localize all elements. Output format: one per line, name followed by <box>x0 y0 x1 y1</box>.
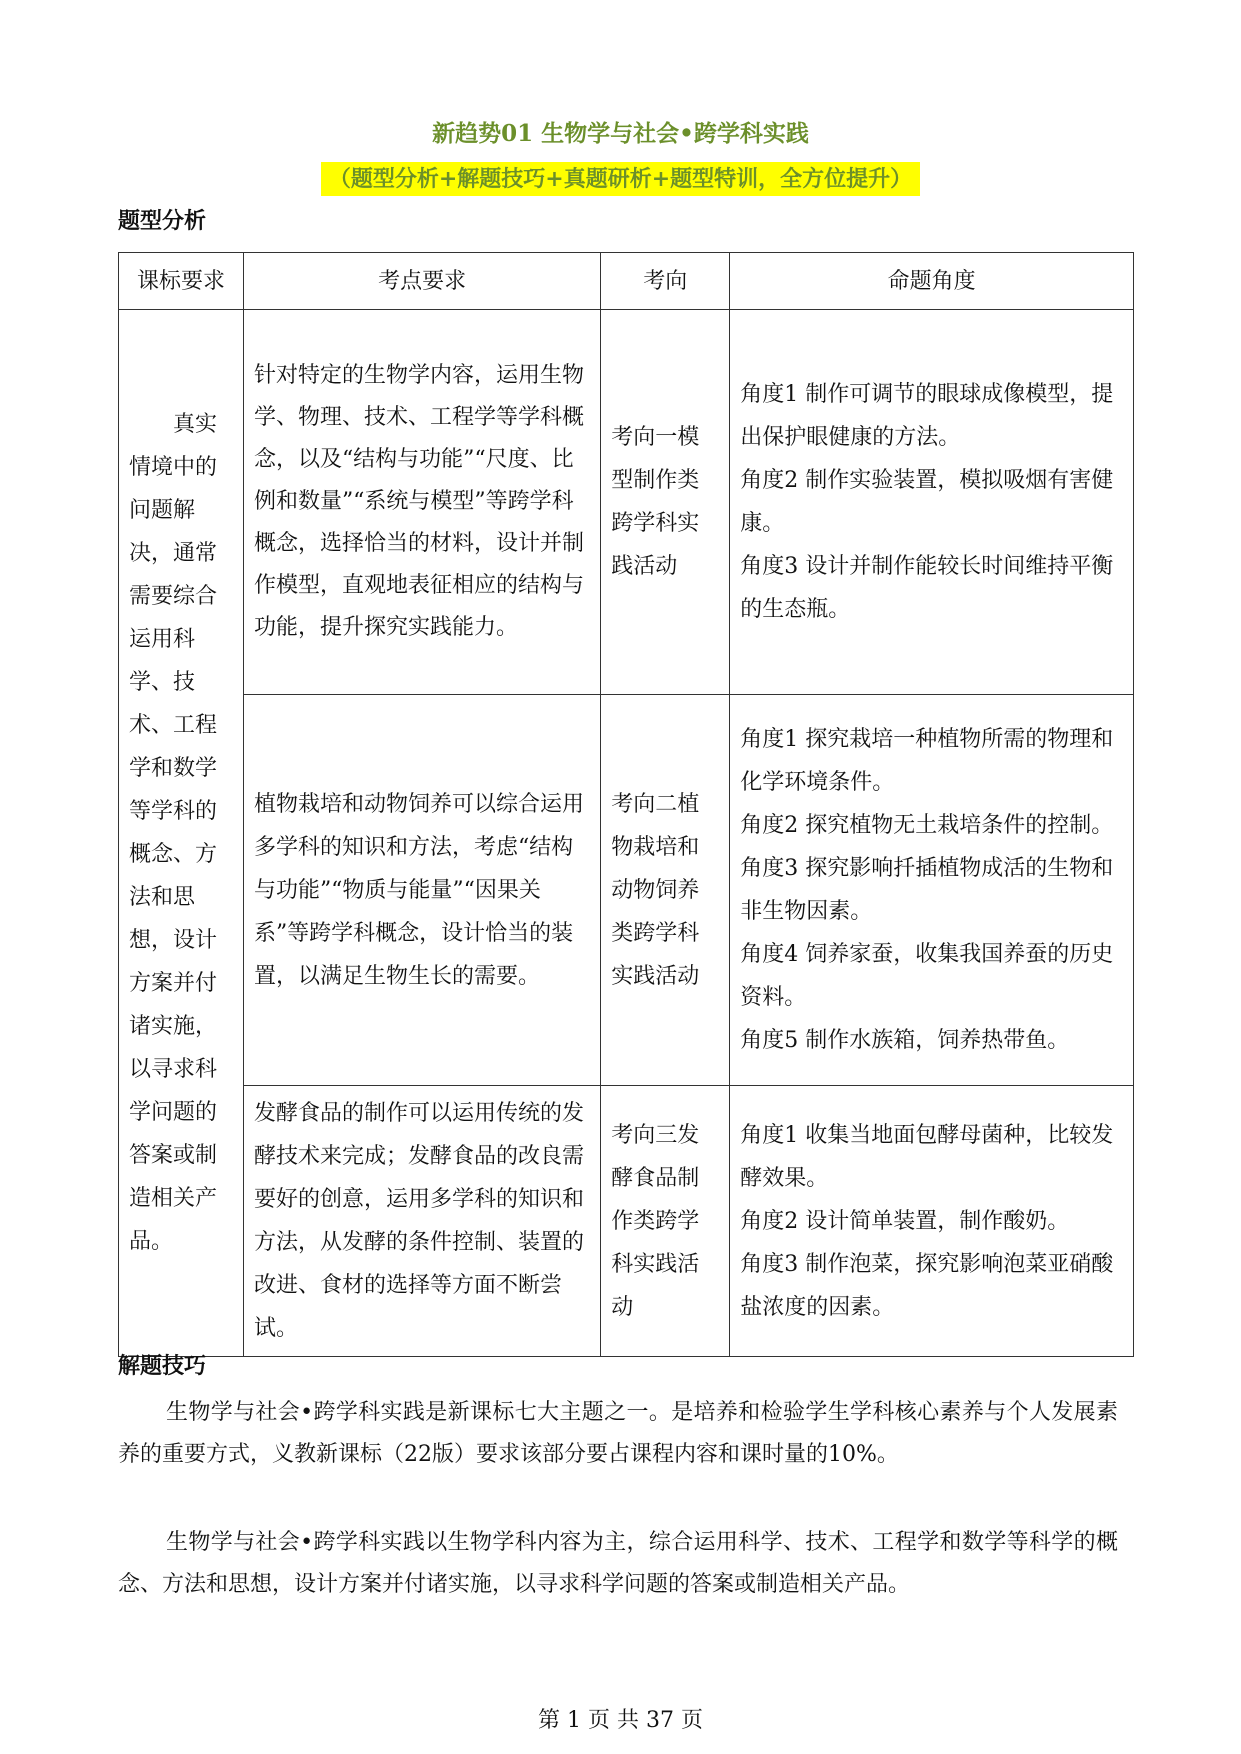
angle-item: 角度1 探究栽培一种植物所需的物理和化学环境条件。 <box>740 727 1114 795</box>
direction-cell: 考向二植物栽培和动物饲养类跨学科实践活动 <box>601 695 730 1086</box>
angle-item: 角度2 设计简单装置，制作酸奶。 <box>740 1208 1070 1234</box>
point-cell: 发酵食品的制作可以运用传统的发酵技术来完成；发酵食品的改良需要好的创意，运用多学科的知识和方法，从发酵的条件控制、装置的改进、食材的选择等方面不断尝试。 <box>243 1086 600 1357</box>
direction-cell: 考向三发酵食品制作类跨学科实践活动 <box>601 1086 730 1357</box>
direction-cell: 考向一模型制作类跨学科实践活动 <box>601 310 730 695</box>
point-cell: 针对特定的生物学内容，运用生物学、物理、技术、工程学等学科概念，以及“结构与功能”“尺度、比例和数量”“系统与模型”等跨学科概念，选择恰当的材料，设计并制作模型，直观地表征相应的结构与功能，提升探究实践能力。 <box>243 310 600 695</box>
angle-item: 角度2 制作实验装置，模拟吸烟有害健康。 <box>740 468 1114 536</box>
angle-item: 角度2 探究植物无土栽培条件的控制。 <box>740 813 1114 838</box>
standard-cell <box>119 310 244 1357</box>
angle-item: 角度1 制作可调节的眼球成像模型，提出保护眼健康的方法。 <box>740 382 1114 450</box>
table-row <box>119 310 1134 695</box>
point-cell: 植物栽培和动物饲养可以综合运用多学科的知识和方法，考虑“结构与功能”“物质与能量”“因果关系”等跨学科概念，设计恰当的装置，以满足生物生长的需要。 <box>243 695 600 1086</box>
angle-cell <box>730 695 1134 1086</box>
subtitle-wrapper <box>0 162 1241 196</box>
angle-item: 角度3 制作泡菜，探究影响泡菜亚硝酸盐浓度的因素。 <box>740 1251 1114 1320</box>
analysis-table <box>118 252 1134 1357</box>
section-heading-tips: 解题技巧 <box>118 1353 207 1379</box>
body-paragraph: 生物学与社会•跨学科实践是新课标七大主题之一。是培养和检验学生学科核心素养与个人发展素养的重要方式，义教新课标（22版）要求该部分要占课程内容和课时量的10%。 <box>118 1400 1118 1467</box>
header-angle: 命题角度 <box>730 253 1134 310</box>
angle-item: 角度1 收集当地面包酵母菌种，比较发酵效果。 <box>740 1122 1114 1191</box>
header-direction: 考向 <box>601 253 730 310</box>
page-footer: 第 1 页 共 37 页 <box>538 1708 703 1733</box>
angle-item: 角度5 制作水族箱，饲养热带鱼。 <box>740 1028 1070 1053</box>
standard-text: 真实情境中的问题解决，通常需要综合运用科学、技术、工程学和数学等学科的概念、方法和思想，设计方案并付诸实施，以寻求科学问题的答案或制造相关产品。 <box>129 412 218 1254</box>
table-row <box>119 695 1134 1086</box>
angle-item: 角度3 设计并制作能较长时间维持平衡的生态瓶。 <box>740 554 1114 622</box>
angle-item: 角度4 饲养家蚕，收集我国养蚕的历史资料。 <box>740 942 1114 1010</box>
header-standard: 课标要求 <box>119 253 244 310</box>
header-point: 考点要求 <box>243 253 600 310</box>
document-title: 新趋势01 生物学与社会•跨学科实践 <box>432 120 809 147</box>
angle-cell <box>730 310 1134 695</box>
table-row <box>119 1086 1134 1357</box>
angle-cell <box>730 1086 1134 1357</box>
angle-item: 角度3 探究影响扦插植物成活的生物和非生物因素。 <box>740 856 1114 924</box>
table-header-row <box>119 253 1134 310</box>
section-heading-analysis: 题型分析 <box>118 208 207 234</box>
document-subtitle: （题型分析+解题技巧+真题研析+题型特训，全方位提升） <box>321 162 920 196</box>
body-paragraph: 生物学与社会•跨学科实践以生物学科内容为主，综合运用科学、技术、工程学和数学等科学的概念、方法和思想，设计方案并付诸实施，以寻求科学问题的答案或制造相关产品。 <box>118 1530 1118 1597</box>
